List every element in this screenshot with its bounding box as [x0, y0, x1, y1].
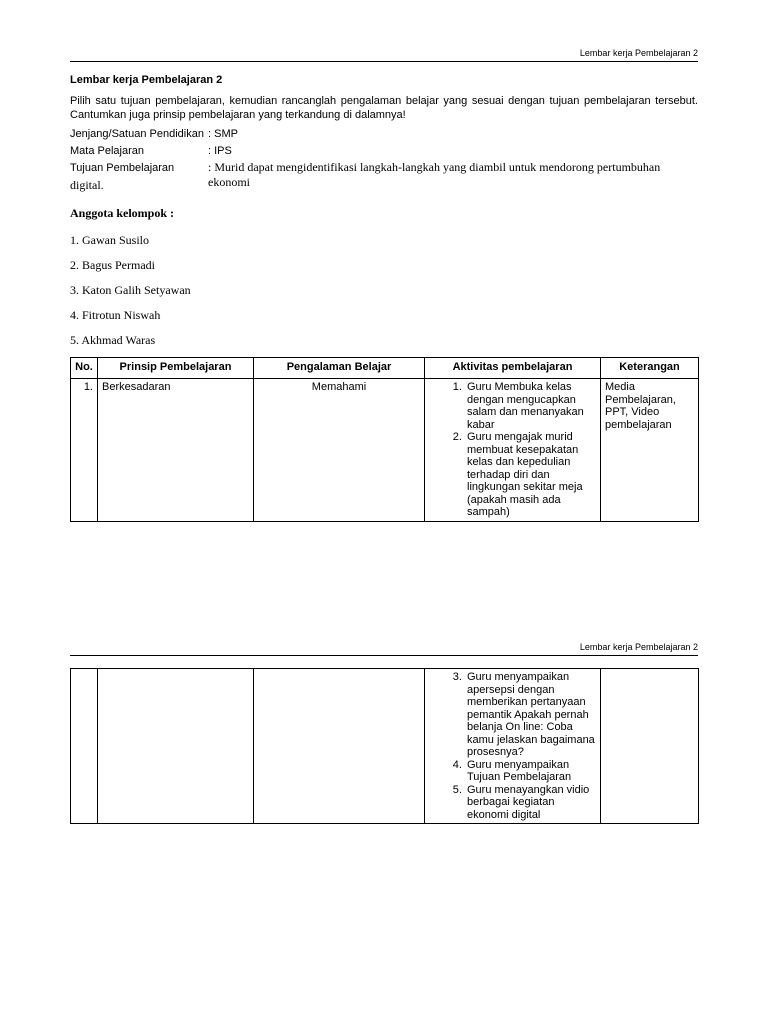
running-header: Lembar kerja Pembelajaran 2	[70, 642, 698, 656]
activity-list	[429, 671, 596, 821]
activity-item: 4. Guru menyampaikan Tujuan Pembelajaran	[465, 759, 596, 784]
member-item: 4. Fitrotun Niswah	[70, 308, 161, 322]
members-heading: Anggota kelompok :	[70, 206, 175, 220]
member-item: 2. Bagus Permadi	[70, 258, 155, 272]
header-no: No.	[71, 358, 98, 379]
cell-pengalaman	[254, 669, 425, 824]
activity-item: 2. Guru mengajak murid membuat kesepakatan kelas dan kepedulian terhadap diri dan lingkungan sekitar meja (apakah masih ada sampah)	[465, 431, 596, 519]
header-keterangan: Keterangan	[601, 358, 699, 379]
jenjang-label: Jenjang/Satuan Pendidikan	[70, 128, 204, 140]
table-header-row	[71, 358, 699, 379]
activity-item: 5. Guru menayangkan vidio berbagai kegiatan ekonomi digital	[465, 784, 596, 822]
mapel-value: : IPS	[208, 145, 232, 157]
member-item: 1. Gawan Susilo	[70, 233, 149, 247]
member-item: 3. Katon Galih Setyawan	[70, 283, 191, 297]
cell-pengalaman: Memahami	[254, 379, 425, 522]
mapel-label: Mata Pelajaran	[70, 145, 144, 157]
jenjang-value: : SMP	[208, 128, 238, 140]
tujuan-label: Tujuan Pembelajaran	[70, 162, 175, 174]
instruction-text: Pilih satu tujuan pembelajaran, kemudian rancanglah pengalaman belajar yang sesuai dengan tujuan pembelajaran tersebut. Cantumkan juga prinsip pembelajaran yang terkandung di dalamnya!	[70, 95, 698, 121]
members-list	[70, 232, 191, 357]
header-aktivitas: Aktivitas pembelajaran	[425, 358, 601, 379]
header-pengalaman: Pengalaman Belajar	[254, 358, 425, 379]
activity-item: 1. Guru Membuka kelas dengan mengucapkan salam dan menanyakan kabar	[465, 381, 596, 431]
table-row	[71, 669, 699, 824]
cell-aktivitas	[425, 379, 601, 522]
tujuan-value: : Murid dapat mengidentifikasi langkah-langkah yang diambil untuk mendorong pertumbuhan ekonomi	[208, 160, 661, 189]
table-row	[71, 379, 699, 522]
cell-no	[71, 669, 98, 824]
learning-table-continued	[70, 668, 699, 824]
cell-aktivitas	[425, 669, 601, 824]
header-prinsip: Prinsip Pembelajaran	[98, 358, 254, 379]
running-header: Lembar kerja Pembelajaran 2	[70, 48, 698, 62]
member-item: 5. Akhmad Waras	[70, 333, 156, 347]
tujuan-value-continued: digital.	[70, 178, 104, 192]
cell-keterangan	[601, 669, 699, 824]
learning-table	[70, 357, 699, 522]
activity-item: 3. Guru menyampaikan apersepsi dengan memberikan pertanyaan pemantik Apakah pernah belanja On line: Coba kamu jelaskan bagaimana prosesnya?	[465, 671, 596, 759]
cell-prinsip	[98, 669, 254, 824]
activity-list	[429, 381, 596, 519]
cell-no: 1.	[71, 379, 98, 522]
page-title: Lembar kerja Pembelajaran 2	[70, 74, 223, 86]
cell-prinsip: Berkesadaran	[98, 379, 254, 522]
cell-keterangan: Media Pembelajaran, PPT, Video pembelajaran	[601, 379, 699, 522]
